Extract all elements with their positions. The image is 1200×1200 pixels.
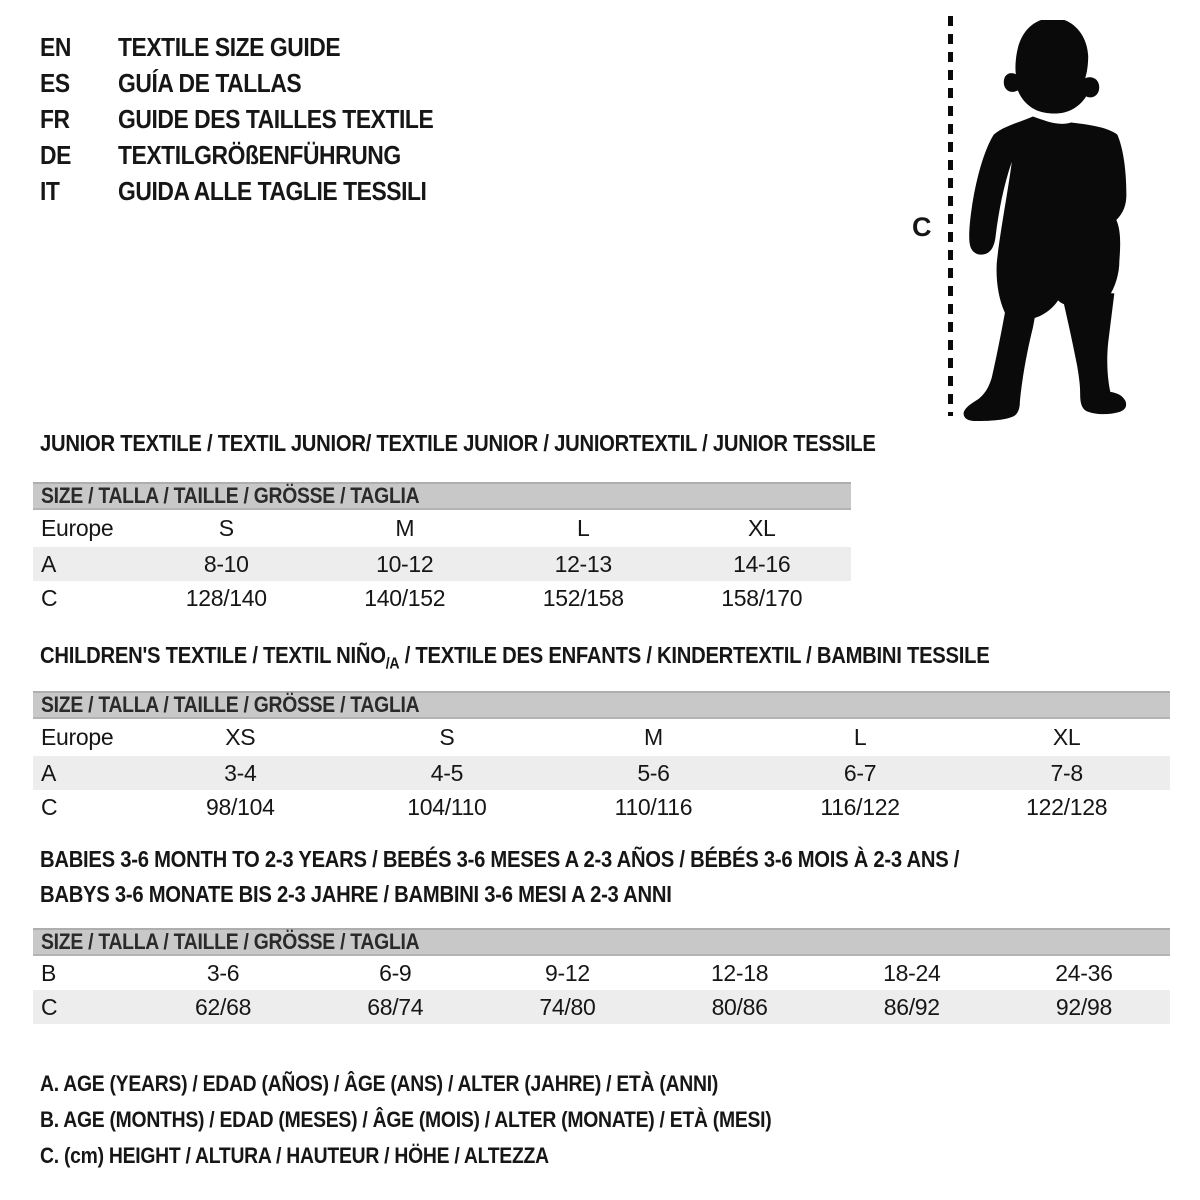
height-measure-dashed-line	[948, 16, 953, 416]
row-label: Europe	[41, 724, 114, 750]
table-row-age	[33, 756, 1170, 790]
height-value: 92/98	[1055, 993, 1112, 1020]
row-label: C	[41, 584, 58, 611]
table-row-height	[33, 790, 1170, 824]
size-table-children	[33, 691, 1170, 824]
age-value: 7-8	[1050, 759, 1083, 786]
language-code: DE	[40, 139, 71, 170]
height-value: 104/110	[407, 793, 487, 820]
size-value: XS	[225, 724, 256, 750]
height-value: 140/152	[364, 584, 446, 611]
row-label: Europe	[41, 515, 114, 541]
row-label: B	[41, 959, 57, 986]
size-table-babies	[33, 928, 1170, 1024]
table-row-height	[33, 990, 1170, 1024]
legend-line-c: C. (cm) HEIGHT / ALTURA / HAUTEUR / HÖHE / ALTEZZA	[40, 1143, 549, 1168]
age-value: 8-10	[203, 550, 249, 577]
language-code: ES	[40, 67, 70, 98]
language-row-fr	[40, 101, 476, 137]
age-value: 3-4	[224, 759, 257, 786]
size-table-junior	[33, 482, 851, 615]
size-table-header: SIZE / TALLA / TAILLE / GRÖSSE / TAGLIA	[33, 691, 1170, 719]
silhouette-right-leg	[1061, 291, 1126, 414]
age-months-value: 18-24	[883, 959, 941, 986]
silhouette-left-leg	[964, 291, 1038, 421]
language-code: FR	[40, 103, 70, 134]
language-label: GUÍA DE TALLAS	[118, 67, 302, 98]
size-value: M	[395, 515, 415, 541]
age-value: 6-7	[843, 759, 877, 786]
size-value: S	[439, 724, 455, 750]
language-row-de	[40, 137, 476, 173]
section-title-junior: JUNIOR TEXTILE / TEXTIL JUNIOR/ TEXTILE JUNIOR / JUNIORTEXTIL / JUNIOR TESSILE	[40, 430, 876, 456]
size-value: S	[218, 515, 234, 541]
size-value: M	[644, 724, 663, 750]
size-value: L	[577, 515, 590, 541]
height-value: 62/68	[195, 993, 252, 1020]
age-value: 5-6	[637, 759, 670, 786]
language-row-it	[40, 173, 476, 209]
section-title-children: CHILDREN'S TEXTILE / TEXTIL $NIÑO_{/A}$ / TEXTILE DES ENFANTS / KINDERTEXTIL / BAMBINI TESSILE	[40, 642, 990, 673]
language-label: TEXTILGRÖßENFÜHRUNG	[118, 139, 401, 170]
language-label: GUIDE DES TAILLES TEXTILE	[118, 103, 434, 134]
age-value: 10-12	[376, 550, 434, 577]
row-label: A	[41, 759, 57, 786]
language-label: TEXTILE SIZE GUIDE	[118, 31, 341, 62]
age-value: 4-5	[430, 759, 464, 786]
language-code: IT	[40, 175, 60, 206]
age-months-value: 6-9	[379, 959, 412, 986]
table-row-europe	[33, 719, 1170, 756]
measurement-legend	[40, 1066, 871, 1174]
language-title-list	[40, 29, 476, 209]
size-value: XL	[1052, 724, 1081, 750]
size-table-header: SIZE / TALLA / TAILLE / GRÖSSE / TAGLIA	[33, 482, 851, 510]
size-value: L	[853, 724, 867, 750]
language-label: GUIDA ALLE TAGLIE TESSILI	[118, 175, 427, 206]
silhouette-body	[969, 116, 1126, 319]
age-months-value: 12-18	[710, 959, 769, 986]
height-value: 122/128	[1026, 793, 1108, 820]
age-value: 12-13	[554, 550, 612, 577]
section-title-babies-line1: BABIES 3-6 MONTH TO 2-3 YEARS / BEBÉS 3-6 MESES A 2-3 AÑOS / BÉBÉS 3-6 MOIS À 2-3 ANS /	[40, 846, 960, 872]
height-value: 158/170	[721, 584, 803, 611]
legend-line-b: B. AGE (MONTHS) / EDAD (MESES) / ÂGE (MOIS) / ALTER (MONATE) / ETÀ (MESI)	[40, 1107, 772, 1132]
height-value: 80/86	[711, 993, 768, 1020]
height-measure-label: C	[912, 212, 932, 242]
row-label: C	[41, 793, 58, 820]
language-code: EN	[40, 31, 71, 62]
height-value: 74/80	[539, 993, 596, 1020]
table-row-age	[33, 547, 851, 581]
height-value: 86/92	[883, 993, 940, 1020]
language-row-es	[40, 65, 476, 101]
table-row-europe	[33, 510, 851, 547]
height-value: 116/122	[820, 793, 900, 820]
language-row-en	[40, 29, 476, 65]
silhouette-head	[1004, 20, 1099, 113]
age-months-value: 3-6	[206, 959, 240, 986]
row-label: C	[41, 993, 58, 1020]
height-value: 152/158	[542, 584, 624, 611]
height-value: 98/104	[206, 793, 275, 820]
nino-a-subscript: /A	[385, 654, 400, 673]
table-row-height	[33, 581, 851, 615]
legend-line-a: A. AGE (YEARS) / EDAD (AÑOS) / ÂGE (ANS) / ALTER (JAHRE) / ETÀ (ANNI)	[40, 1071, 719, 1096]
size-value: XL	[747, 515, 776, 541]
section-title-babies-line2: BABYS 3-6 MONATE BIS 2-3 JAHRE / BAMBINI 3-6 MESI A 2-3 ANNI	[40, 881, 672, 907]
age-value: 14-16	[733, 550, 791, 577]
height-value: 68/74	[367, 993, 424, 1020]
row-label: A	[41, 550, 57, 577]
size-table-header: SIZE / TALLA / TAILLE / GRÖSSE / TAGLIA	[33, 928, 1170, 956]
age-months-value: 9-12	[545, 959, 590, 986]
height-value: 128/140	[185, 584, 267, 611]
age-months-value: 24-36	[1055, 959, 1113, 986]
table-row-age-months	[33, 956, 1170, 990]
height-value: 110/116	[614, 793, 693, 820]
toddler-silhouette-image	[958, 20, 1140, 422]
